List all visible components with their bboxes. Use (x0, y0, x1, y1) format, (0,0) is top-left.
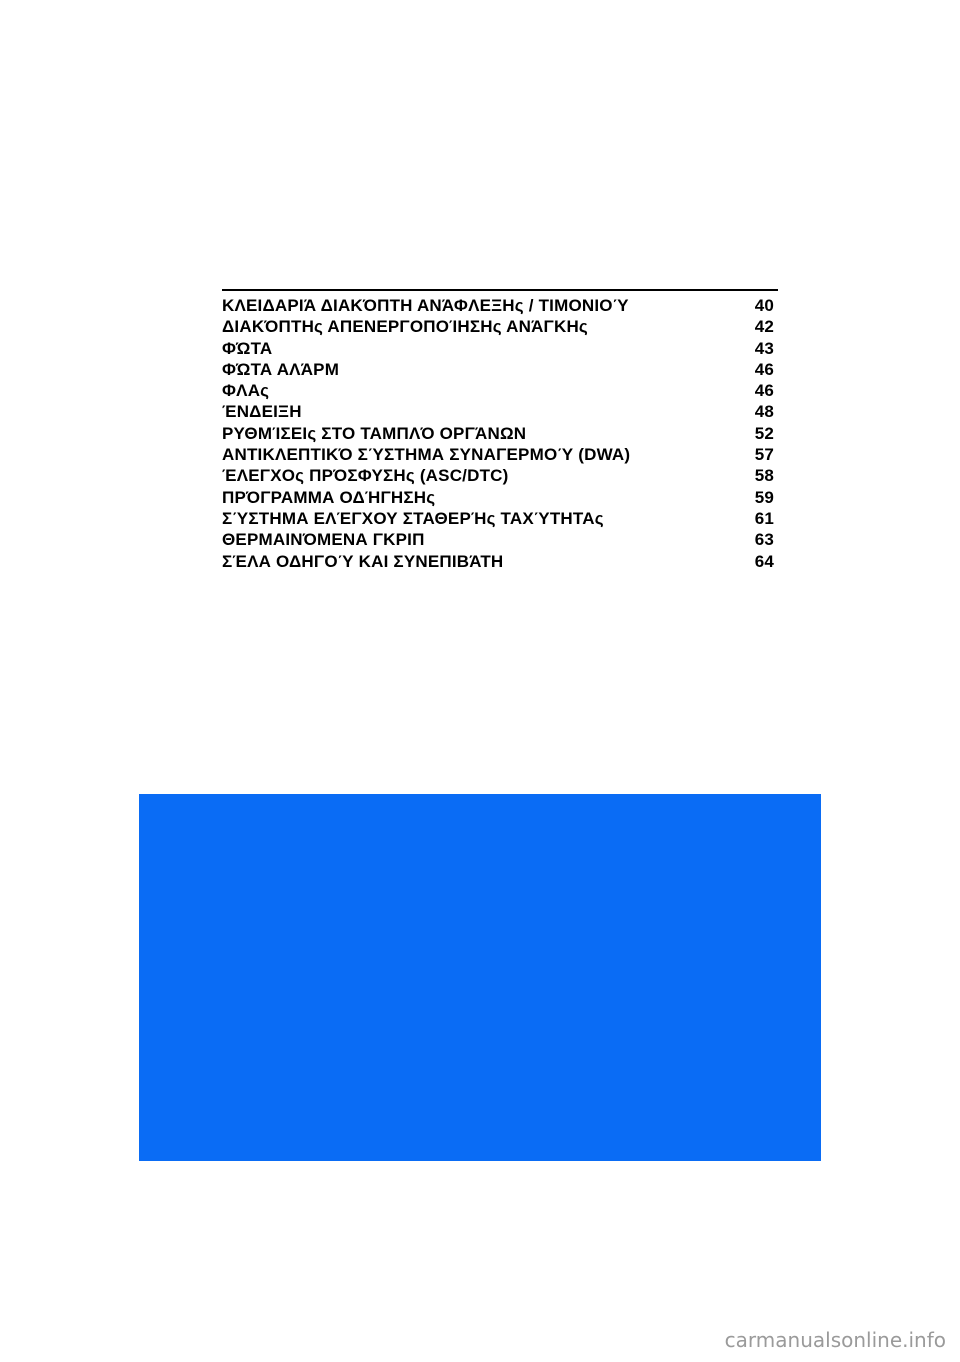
toc-entry-title: ΔΙΑΚΌΠΤΗς ΑΠΕΝΕΡΓΟΠΟΊΗΣΗς ΑΝΆΓΚΗς (222, 317, 588, 337)
toc-entry-page: 48 (754, 402, 774, 422)
toc-entry-page: 46 (754, 359, 774, 379)
toc-entry[interactable] (222, 316, 778, 337)
toc-entry[interactable] (222, 444, 778, 465)
toc-entry-page: 59 (754, 487, 774, 507)
toc-entry[interactable] (222, 380, 778, 401)
toc-entry-title: ΣΈΛΑ ΟΔΗΓΟΎ ΚΑΙ ΣΥΝΕΠΙΒΆΤΗ (222, 551, 504, 571)
toc-entry-title: ΑΝΤΙΚΛΕΠΤΙΚΌ ΣΎΣΤΗΜΑ ΣΥΝΑΓΕΡΜΟΎ (DWA) (222, 445, 631, 465)
blue-panel (139, 794, 821, 1161)
toc-entry[interactable] (222, 551, 778, 572)
toc-entry[interactable] (222, 295, 778, 316)
toc-entry-page: 57 (754, 445, 774, 465)
toc-entry-page: 58 (754, 466, 774, 486)
toc-entry-title: ΦΏΤΑ (222, 338, 273, 358)
toc-entry-page: 40 (754, 296, 774, 315)
toc-entry-page: 52 (754, 423, 774, 443)
toc-entry[interactable] (222, 359, 778, 380)
toc-entry[interactable] (222, 529, 778, 550)
toc-entry-page: 63 (754, 530, 774, 550)
toc-entry[interactable] (222, 423, 778, 444)
watermark-text: carmanualsonline.info (724, 1328, 946, 1352)
table-of-contents (222, 289, 778, 572)
toc-entry-title: ΦΏΤΑ ΑΛΆΡΜ (222, 359, 340, 379)
toc-entry-title: ΡΥΘΜΊΣΕΙς ΣΤΟ ΤΑΜΠΛΌ ΟΡΓΆΝΩΝ (222, 423, 527, 443)
toc-entry[interactable] (222, 508, 778, 529)
toc-entry[interactable] (222, 401, 778, 422)
toc-entry-title: ΠΡΌΓΡΑΜΜΑ ΟΔΉΓΗΣΗς (222, 487, 436, 507)
toc-entry[interactable] (222, 465, 778, 486)
toc-entry-title: ΣΎΣΤΗΜΑ ΕΛΈΓΧΟΥ ΣΤΑΘΕΡΉς ΤΑΧΎΤΗΤΑς (222, 508, 604, 528)
toc-entry[interactable] (222, 338, 778, 359)
toc-entry-title: ΈΛΕΓΧΟς ΠΡΌΣΦΥΣΗς (ASC/DTC) (222, 466, 509, 486)
toc-entry-page: 61 (754, 508, 774, 528)
toc-entry-page: 43 (754, 338, 774, 358)
toc-entry-title: ΦΛΑς (222, 381, 270, 401)
toc-entry-title: ΈΝΔΕΙΞΗ (222, 402, 302, 422)
toc-entry-title: ΘΕΡΜΑΙΝΌΜΕΝΑ ΓΚΡΙΠ (222, 530, 425, 550)
toc-entry-page: 46 (754, 381, 774, 401)
toc-entry-page: 64 (754, 551, 774, 571)
toc-entry[interactable] (222, 487, 778, 508)
toc-entry-title: ΚΛΕΙΔΑΡΙΆ ΔΙΑΚΌΠΤΗ ΑΝΆΦΛΕΞΗς / ΤΙΜΟΝΙΟΎ (222, 296, 629, 315)
toc-entry-page: 42 (754, 317, 774, 337)
